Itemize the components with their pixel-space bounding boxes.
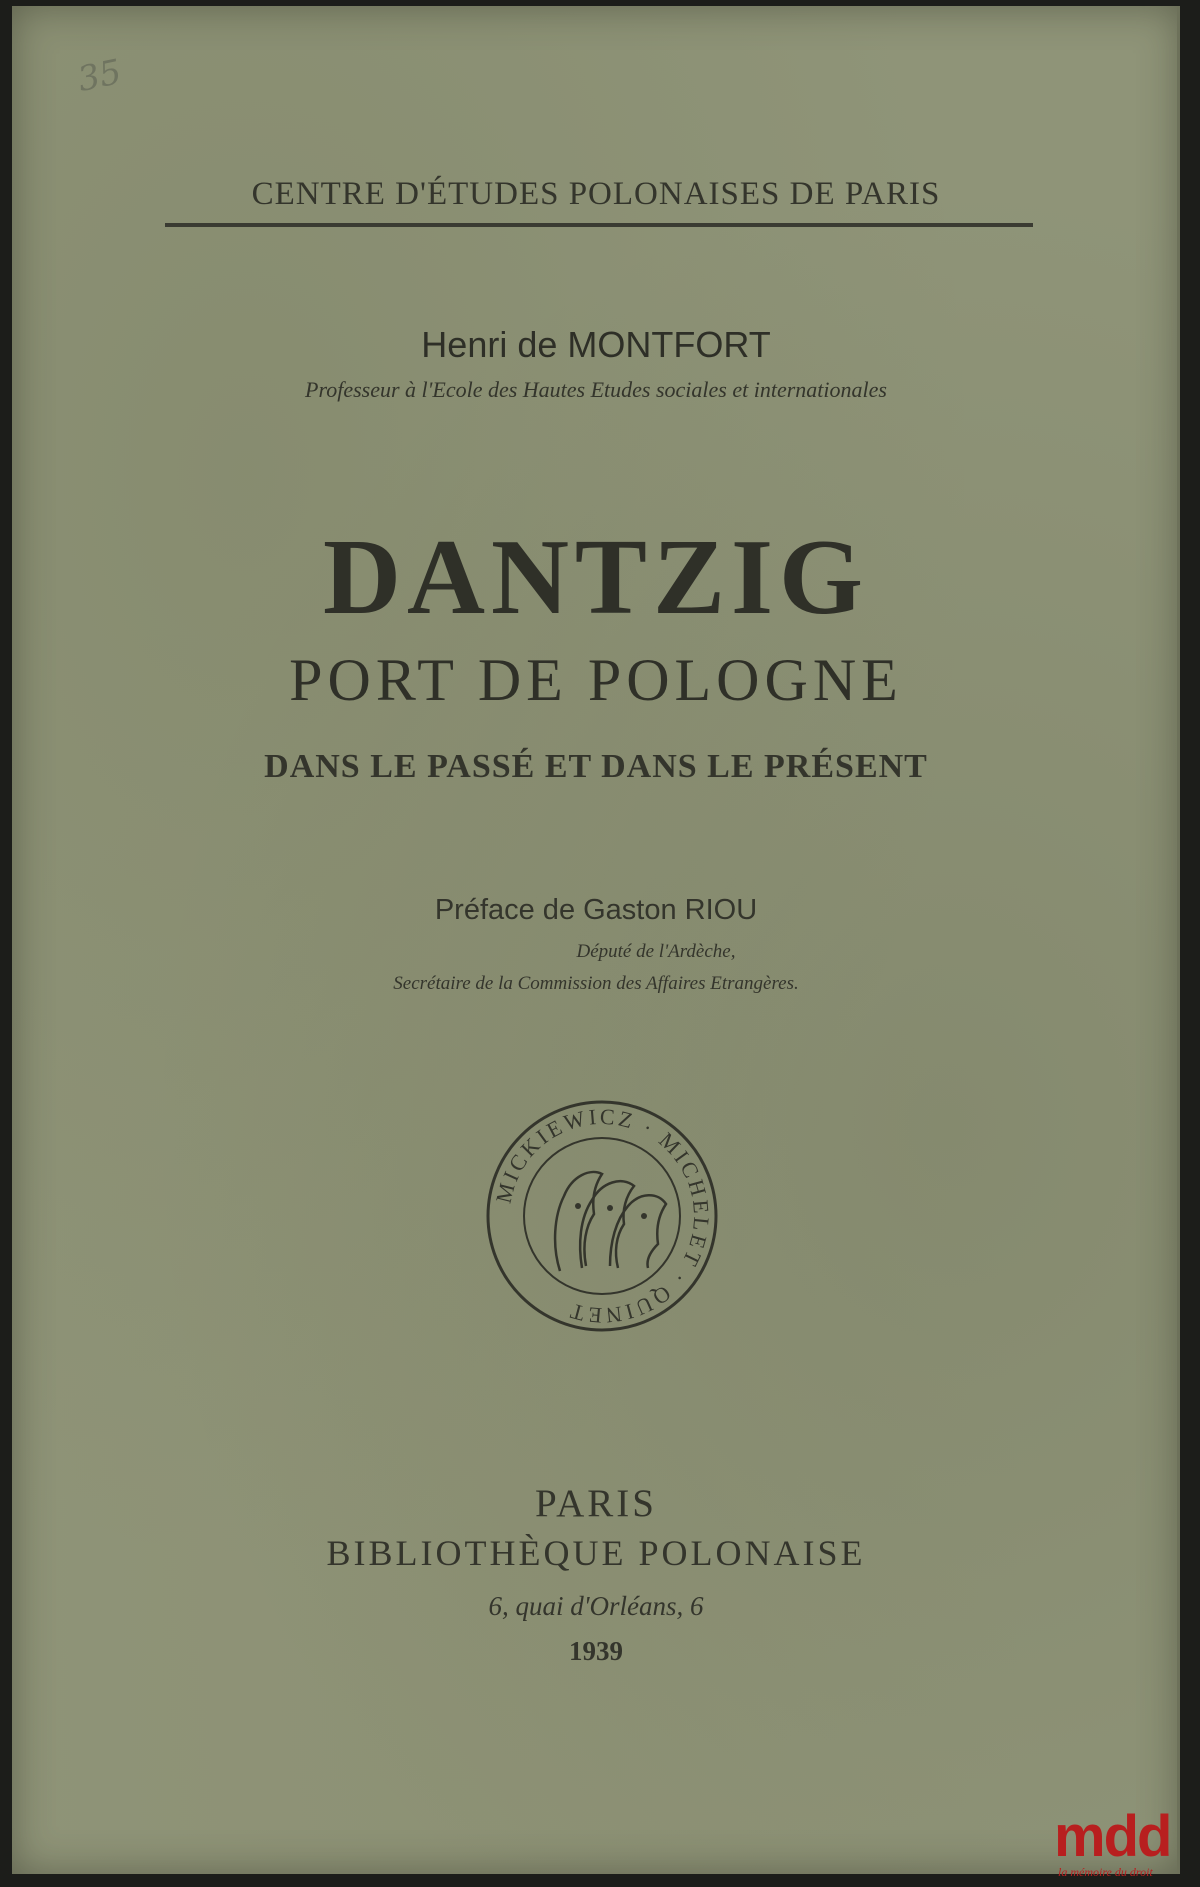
publication-year: 1939 [569, 1636, 623, 1666]
svg-text:MICKIEWICZ · MICHELET · QUINET: MICKIEWICZ · MICHELET · QUINET [490, 1103, 715, 1329]
institution-name: CENTRE D'ÉTUDES POLONAISES DE PARIS [251, 176, 941, 212]
handwritten-shelf-mark: 35 [74, 51, 125, 101]
book-cover [12, 6, 1180, 1874]
svg-text:mdd: mdd [1054, 1804, 1171, 1869]
publisher-address: 6, quai d'Orléans, 6 [488, 1591, 704, 1621]
preface-author-role-1: Député de l'Ardèche, [576, 941, 736, 962]
publisher-name: BIBLIOTHÈQUE POLONAISE [326, 1533, 866, 1573]
book-subtitle-secondary: DANS LE PASSÉ ET DANS LE PRÉSENT [264, 748, 928, 785]
svg-text:la mémoire du droit: la mémoire du droit [1058, 1865, 1153, 1879]
medallion-emblem [482, 1096, 722, 1336]
preface-credit: Préface de Gaston RIOU [434, 894, 758, 926]
author-name: Henri de MONTFORT [421, 324, 771, 365]
author-role: Professeur à l'Ecole des Hautes Etudes sociales et internationales [305, 377, 887, 402]
publication-city: PARIS [535, 1482, 657, 1525]
book-subtitle: PORT DE POLOGNE [289, 647, 903, 713]
book-title: DANTZIG [322, 518, 870, 637]
preface-author-role-2: Secrétaire de la Commission des Affaires Etrangères. [393, 973, 799, 994]
mdd-logo-watermark [1048, 1798, 1198, 1884]
header-rule [165, 223, 1033, 227]
